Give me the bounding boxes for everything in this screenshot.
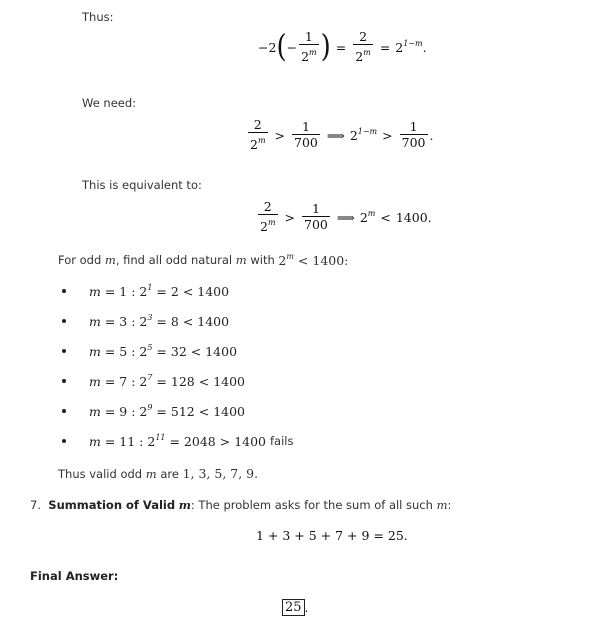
list-item: m = 5 : $2^5 = 32 < 1400$	[62, 343, 241, 359]
we-need-label: We need:	[82, 96, 137, 110]
list-item: m = 7 : $2^7 = 128 < 1400$	[62, 373, 249, 389]
bullet-dot	[62, 409, 66, 413]
list-item: m = 11 : $2^{11} = 2048 > 1400$ fails	[62, 433, 293, 449]
step-title: Summation of Valid	[48, 498, 176, 512]
sum-equation: 1 + 3 + 5 + 7 + 9 = 25.	[256, 528, 408, 543]
valid-m-sentence: Thus valid odd m are 1, 3, 5, 7, 9.	[58, 466, 259, 481]
step-number: 7.	[30, 498, 41, 512]
bullet-dot	[62, 319, 66, 323]
answer-box: 25	[282, 599, 305, 616]
bullet-dot	[62, 379, 66, 383]
list-item: m = 1 : $2^1 = 2 < 1400$	[62, 283, 233, 299]
list-item: m = 3 : $2^3 = 8 < 1400$	[62, 313, 233, 329]
bullet-dot	[62, 439, 66, 443]
odd-m-sentence: For odd m , find all odd natural m with $2^m < 1400$:	[58, 252, 349, 268]
bullet-dot	[62, 289, 66, 293]
final-answer: 25 .	[282, 599, 309, 616]
equivalent-label: This is equivalent to:	[82, 178, 202, 192]
step-7-heading: 7. Summation of Valid m : The problem asks for the sum of all such m :	[30, 498, 452, 512]
equation-1: −2 ( − $\frac{1}{2^m}$ ) = $\frac{2}{2^m}$ = $2^{1-m}$.	[258, 29, 427, 65]
list-item: m = 9 : $2^9 = 512 < 1400$	[62, 403, 249, 419]
bullet-dot	[62, 349, 66, 353]
equation-3: $\frac{2}{2^m}$ > $\frac{1}{700}$ ⟹ 2$^m$ < 1400.	[260, 199, 432, 234]
thus-label: Thus:	[82, 10, 114, 24]
final-answer-label: Final Answer:	[30, 569, 119, 583]
equation-2: $\frac{2}{2^m}$ > $\frac{1}{700}$ ⟹ $2^{1-m}$ > $\frac{1}{700}$ .	[250, 117, 434, 152]
